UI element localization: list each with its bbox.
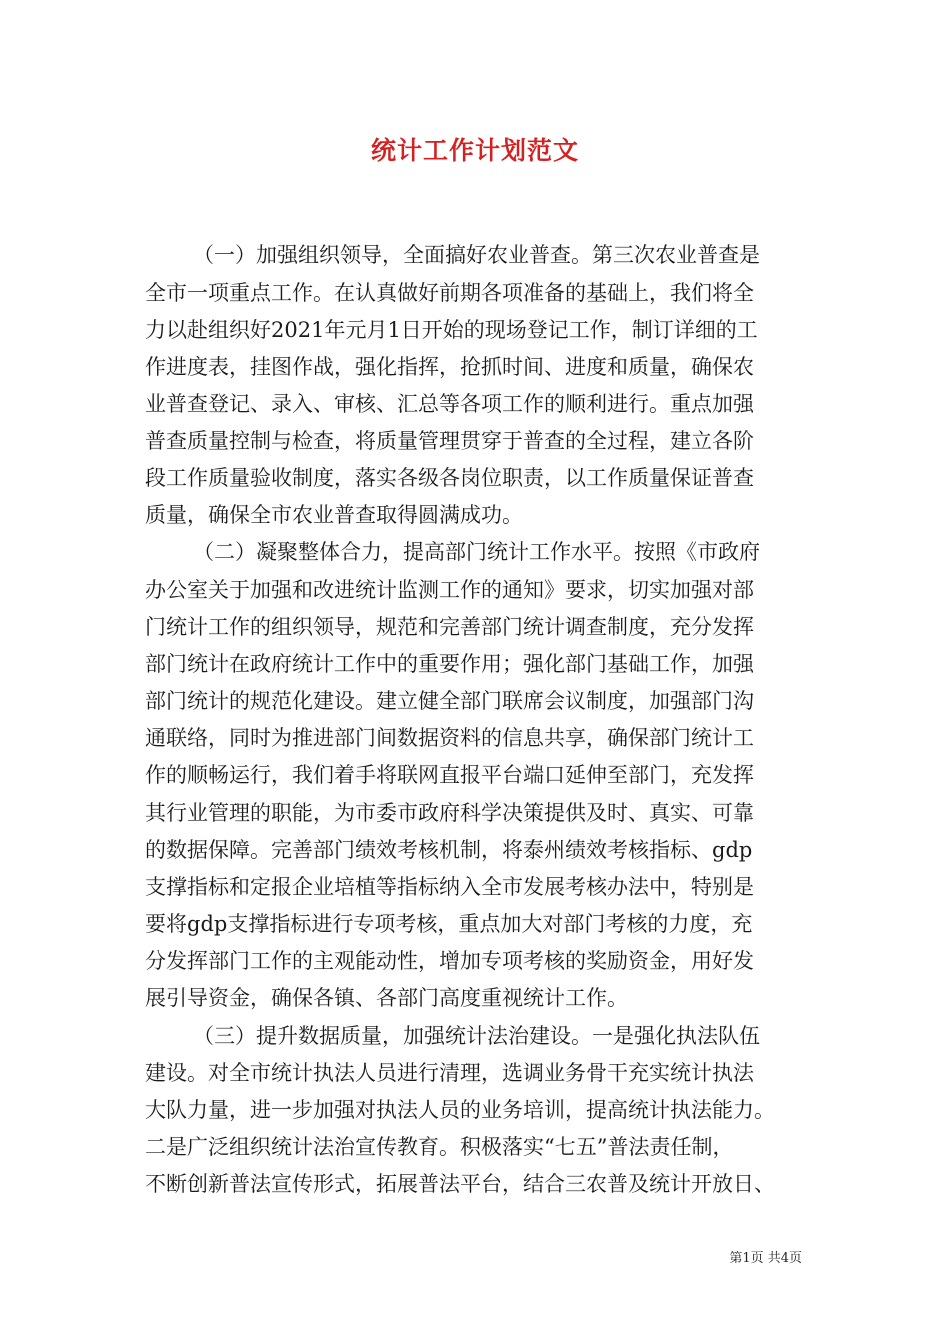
paragraph-line: 段工作质量验收制度，落实各级各岗位职责，以工作质量保证普查 (145, 466, 754, 490)
paragraph-line: 全市一项重点工作。在认真做好前期各项准备的基础上，我们将全 (145, 281, 754, 305)
paragraph-line: 不断创新普法宣传形式，拓展普法平台，结合三农普及统计开放日、 (145, 1172, 775, 1196)
paragraph-line: 质量，确保全市农业普查取得圆满成功。 (145, 503, 523, 527)
paragraph-line: （一）加强组织领导，全面搞好农业普查。第三次农业普查是 (193, 243, 760, 267)
paragraph-line: 力以赴组织好2021年元月1日开始的现场登记工作，制订详细的工 (145, 318, 758, 342)
paragraph-line: 作进度表，挂图作战，强化指挥，抢抓时间、进度和质量，确保农 (145, 355, 754, 379)
page-title: 统计工作计划范文 (370, 136, 579, 165)
paragraph-line: 部门统计在政府统计工作中的重要作用；强化部门基础工作，加强 (145, 652, 754, 676)
paragraph-line: 办公室关于加强和改进统计监测工作的通知》要求，切实加强对部 (145, 578, 754, 602)
paragraph-line: 业普查登记、录入、审核、汇总等各项工作的顺利进行。重点加强 (145, 392, 754, 416)
paragraph-line: 普查质量控制与检查，将质量管理贯穿于普查的全过程，建立各阶 (145, 429, 754, 453)
paragraph-line: 通联络，同时为推进部门间数据资料的信息共享，确保部门统计工 (145, 726, 754, 750)
paragraph-line: 门统计工作的组织领导，规范和完善部门统计调查制度，充分发挥 (145, 615, 754, 639)
paragraph-line: 二是广泛组织统计法治宣传教育。积极落实“七五”普法责任制， (145, 1135, 734, 1159)
paragraph-line: （二）凝聚整体合力，提高部门统计工作水平。按照《市政府 (193, 540, 760, 564)
paragraph-line: 分发挥部门工作的主观能动性，增加专项考核的奖励资金，用好发 (145, 949, 754, 973)
page-footer: 第1页 共4页 (729, 1251, 802, 1266)
paragraph-line: （三）提升数据质量，加强统计法治建设。一是强化执法队伍 (193, 1024, 760, 1048)
paragraph-line: 作的顺畅运行，我们着手将联网直报平台端口延伸至部门，充发挥 (145, 763, 754, 787)
paragraph-line: 要将gdp支撑指标进行专项考核，重点加大对部门考核的力度，充 (145, 912, 753, 936)
paragraph-line: 的数据保障。完善部门绩效考核机制，将泰州绩效考核指标、gdp (145, 838, 753, 862)
paragraph-line: 建设。对全市统计执法人员进行清理，选调业务骨干充实统计执法 (145, 1061, 754, 1085)
paragraph-line: 大队力量，进一步加强对执法人员的业务培训，提高统计执法能力。 (145, 1098, 775, 1122)
paragraph-line: 部门统计的规范化建设。建立健全部门联席会议制度，加强部门沟 (145, 689, 754, 713)
paragraph-line: 其行业管理的职能，为市委市政府科学决策提供及时、真实、可靠 (145, 801, 754, 825)
paragraph-line: 支撑指标和定报企业培植等指标纳入全市发展考核办法中，特别是 (145, 875, 754, 899)
paragraph-line: 展引导资金，确保各镇、各部门高度重视统计工作。 (145, 986, 628, 1010)
